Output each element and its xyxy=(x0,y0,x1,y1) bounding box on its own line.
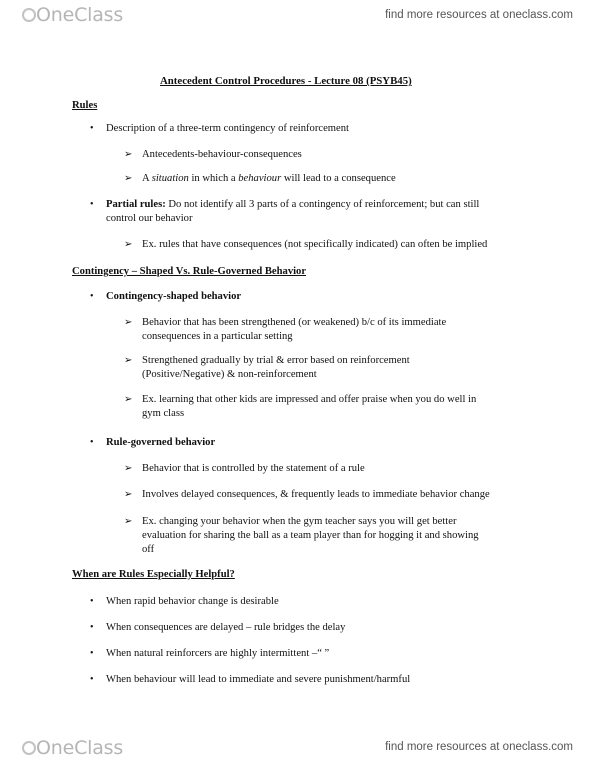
arrow-bullet-icon: ➢ xyxy=(124,394,133,405)
helpful-item: When consequences are delayed – rule bridges the delay xyxy=(106,622,346,633)
logo-ring-icon xyxy=(22,741,36,755)
rg-sub-2: Involves delayed consequences, & frequently leads to immediate behavior change xyxy=(142,489,490,500)
rules-bullet-2-line2: control our behavior xyxy=(106,213,193,224)
arrow-bullet-icon: ➢ xyxy=(124,149,133,160)
rules-bullet-2-line1: Partial rules: Do not identify all 3 parts of a contingency of reinforcement; but can still xyxy=(106,199,480,210)
oneclass-logo-footer xyxy=(22,737,123,759)
contingency-shaped-label: Contingency-shaped behavior xyxy=(106,291,242,302)
bullet-icon: • xyxy=(90,674,94,685)
bullet-icon: • xyxy=(90,437,94,448)
rg-sub-3-line2: evaluation for sharing the ball as a team player than for hogging it and showing xyxy=(142,530,479,541)
bullet-icon: • xyxy=(90,648,94,659)
arrow-bullet-icon: ➢ xyxy=(124,516,133,527)
helpful-item: When natural reinforcers are highly intermittent –“ ” xyxy=(106,648,330,659)
rg-sub-1: Behavior that is controlled by the statement of a rule xyxy=(142,463,365,474)
logo-text: OneClass xyxy=(36,737,124,759)
logo-ring-icon xyxy=(22,8,36,22)
rg-sub-3-line3: off xyxy=(142,544,155,555)
arrow-bullet-icon: ➢ xyxy=(124,317,133,328)
bullet-icon: • xyxy=(90,596,94,607)
cs-sub-3-line2: gym class xyxy=(142,408,185,419)
arrow-bullet-icon: ➢ xyxy=(124,239,133,250)
section-heading-contingency: Contingency – Shaped Vs. Rule-Governed Behavior xyxy=(72,266,307,277)
rules-bullet-1: Description of a three-term contingency of reinforcement xyxy=(106,123,349,134)
cs-sub-2-line2: (Positive/Negative) & non-reinforcement xyxy=(142,369,317,380)
rules-sub-1: Antecedents-behaviour-consequences xyxy=(142,149,302,160)
rule-governed-label: Rule-governed behavior xyxy=(106,437,216,448)
rg-sub-3-line1: Ex. changing your behavior when the gym teacher says you will get better xyxy=(142,516,457,527)
bullet-icon: • xyxy=(90,199,94,210)
cs-sub-1-line2: consequences in a particular setting xyxy=(142,331,293,342)
logo-text: OneClass xyxy=(36,4,124,26)
cs-sub-3-line1: Ex. learning that other kids are impressed and offer praise when you do well in xyxy=(142,394,477,405)
helpful-item: When rapid behavior change is desirable xyxy=(106,596,279,607)
page-title: Antecedent Control Procedures - Lecture 08 (PSYB45) xyxy=(160,75,412,87)
bullet-icon: • xyxy=(90,622,94,633)
arrow-bullet-icon: ➢ xyxy=(124,463,133,474)
footer-promo-link[interactable]: find more resources at oneclass.com xyxy=(385,741,573,753)
oneclass-logo-header xyxy=(22,4,123,26)
helpful-item: When behaviour will lead to immediate and severe punishment/harmful xyxy=(106,674,411,685)
cs-sub-1-line1: Behavior that has been strengthened (or weakened) b/c of its immediate xyxy=(142,317,447,328)
bullet-icon: • xyxy=(90,291,94,302)
cs-sub-2-line1: Strengthened gradually by trial & error based on reinforcement xyxy=(142,355,410,366)
header-promo-link[interactable]: find more resources at oneclass.com xyxy=(385,9,573,21)
arrow-bullet-icon: ➢ xyxy=(124,173,133,184)
rules-sub-3: Ex. rules that have consequences (not specifically indicated) can often be implied xyxy=(142,239,488,250)
rules-sub-2: A situation in which a behaviour will lead to a consequence xyxy=(142,173,396,184)
section-heading-rules: Rules xyxy=(72,100,98,111)
arrow-bullet-icon: ➢ xyxy=(124,489,133,500)
bullet-icon: • xyxy=(90,123,94,134)
section-heading-helpful: When are Rules Especially Helpful? xyxy=(72,569,235,580)
arrow-bullet-icon: ➢ xyxy=(124,355,133,366)
